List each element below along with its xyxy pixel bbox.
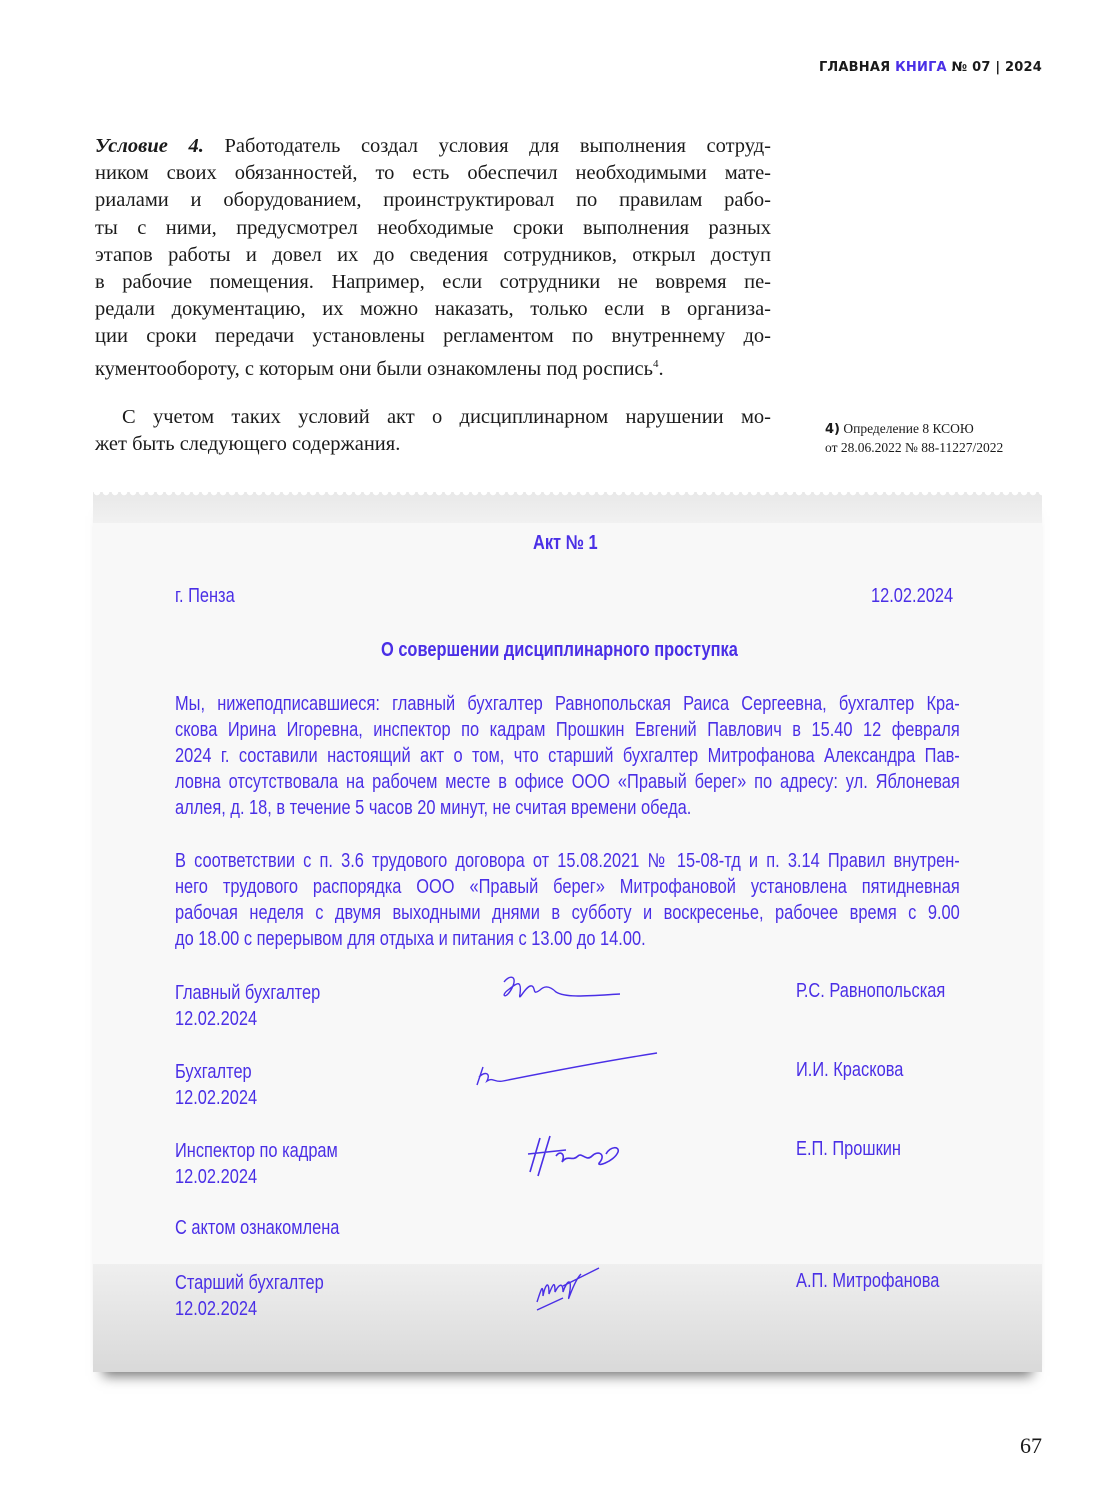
act-title: Акт № 1 [533,532,598,554]
signer-position: Инспектор по кадрам [175,1140,338,1162]
signer-name: Е.П. Прошкин [796,1138,901,1160]
signer-position: Бухгалтер [175,1061,252,1083]
text-line: аллея, д. 18, в течение 5 часов 20 минут, не считая времени обеда. [175,797,692,819]
text-line: редали документацию, их можно наказать, только если в организа- [95,298,771,321]
text-line: ником своих обязанностей, то есть обеспечил необходимыми мате- [95,162,771,185]
handwritten-signature [533,1262,608,1317]
text-line: 2024 г. составили настоящий акт о том, что старший бухгалтер Митрофанова Александра Пав- [175,745,960,767]
text-line: ты с ними, предусмотрел необходимые сроки выполнения разных [95,216,771,239]
handwritten-signature [526,1132,626,1182]
footnote-line: Определение 8 КСОЮ [843,421,974,436]
footnote-line: от 28.06.2022 № 88-11227/2022 [825,440,1004,455]
text-line: в рабочие помещения. Например, если сотрудники не вовремя пе- [95,271,771,294]
footnote-number: 4) [825,422,840,437]
text-line: риалами и оборудованием, проинструктировал по правилам рабо- [95,189,771,212]
signer-name: А.П. Митрофанова [796,1270,940,1292]
torn-edge [93,492,1042,498]
handwritten-signature [473,1047,663,1092]
footnote-ref[interactable]: 4 [653,357,659,370]
footnote [825,420,1003,457]
signer-position: Главный бухгалтер [175,982,321,1004]
text-line: кументообороту, с которым они были ознакомлены под роспись [95,357,654,380]
signer-date: 12.02.2024 [175,1298,258,1320]
act-city: г. Пенза [175,585,235,607]
signature-row-senior-accountant [175,1270,324,1322]
signature-row-hr-inspector [175,1138,338,1190]
body-paragraph-1: Условие 4. Работодатель создал условия для выполнения сотруд- ником своих обязанностей, то есть обеспечил необходимыми мате- риалами и оборудованием, проинструктировал по правилам рабо- ты с ними, предусмотрел необходимые сроки выполнения разных этапов работы и довел их до сведения сотрудников, открыл доступ в рабочие помещения. Например, если сотрудники не вовремя пе- редали документацию, их можно наказать, только если в организа- ции сроки передачи установлены регламентом по внутреннему до- кументообороту, с которым они были ознакомлены под роспись$^4$. [95,135,771,380]
signer-position: Старший бухгалтер [175,1272,324,1294]
issue-number: № 07 | 2024 [951,60,1042,75]
signer-date: 12.02.2024 [175,1008,258,1030]
text-line: рабочая неделя с двумя выходными днями в субботу и воскресенье, рабочее время с 9.00 [175,902,960,924]
signature-row-accountant [175,1059,257,1111]
text-line: В соответствии с п. 3.6 трудового договора от 15.08.2021 № 15-08-тд и п. 3.14 Правил внутрен- [175,850,960,872]
acknowledgement-label: С актом ознакомлена [175,1217,340,1239]
signer-date: 12.02.2024 [175,1166,258,1188]
text-line: скова Ирина Игоревна, инспектор по кадрам Прошкин Евгений Павлович в 15.40 12 февраля [175,719,960,741]
signer-name: И.И. Краскова [796,1059,904,1081]
body-paragraph-2 [95,404,771,458]
text-line: до 18.00 с перерывом для отдыха и питания с 13.00 до 14.00. [175,928,646,950]
signature-row-chief-accountant [175,980,320,1032]
signer-name: Р.С. Равнопольская [796,980,946,1002]
signer-date: 12.02.2024 [175,1087,258,1109]
brand-part1: ГЛАВНАЯ [818,60,891,75]
act-subject: О совершении дисциплинарного проступка [381,639,738,661]
act-paragraph-2 [175,848,960,952]
text-line: Работодатель создал условия для выполнения сотруд- [203,135,771,157]
handwritten-signature [496,970,626,1010]
text-line: ции сроки передачи установлены регламентом по внутреннему до- [95,325,771,348]
text-line: него трудового распорядка ООО «Правый берег» Митрофановой установлена пятидневная [175,876,960,898]
text-line: этапов работы и довел их до сведения сотрудников, открыл доступ [95,243,771,266]
brand-part2: КНИГА [895,60,947,75]
condition-label: Условие 4. [95,135,204,157]
text-line: жет быть следующего содержания. [95,433,401,456]
text-line: С учетом таких условий акт о дисциплинарном нарушении мо- [122,406,771,428]
act-date: 12.02.2024 [871,585,954,607]
text-line: ловна отсутствовала на рабочем месте в офисе ООО «Правый берег» по адресу: ул. Яблоневая [175,771,960,793]
running-header [819,60,1042,75]
act-paragraph-1 [175,691,960,821]
page-number: 67 [1020,1433,1042,1458]
disciplinary-act-document [93,492,1042,1372]
text-line: Мы, нижеподписавшиеся: главный бухгалтер Равнопольская Раиса Сергеевна, бухгалтер Кра- [175,693,960,715]
